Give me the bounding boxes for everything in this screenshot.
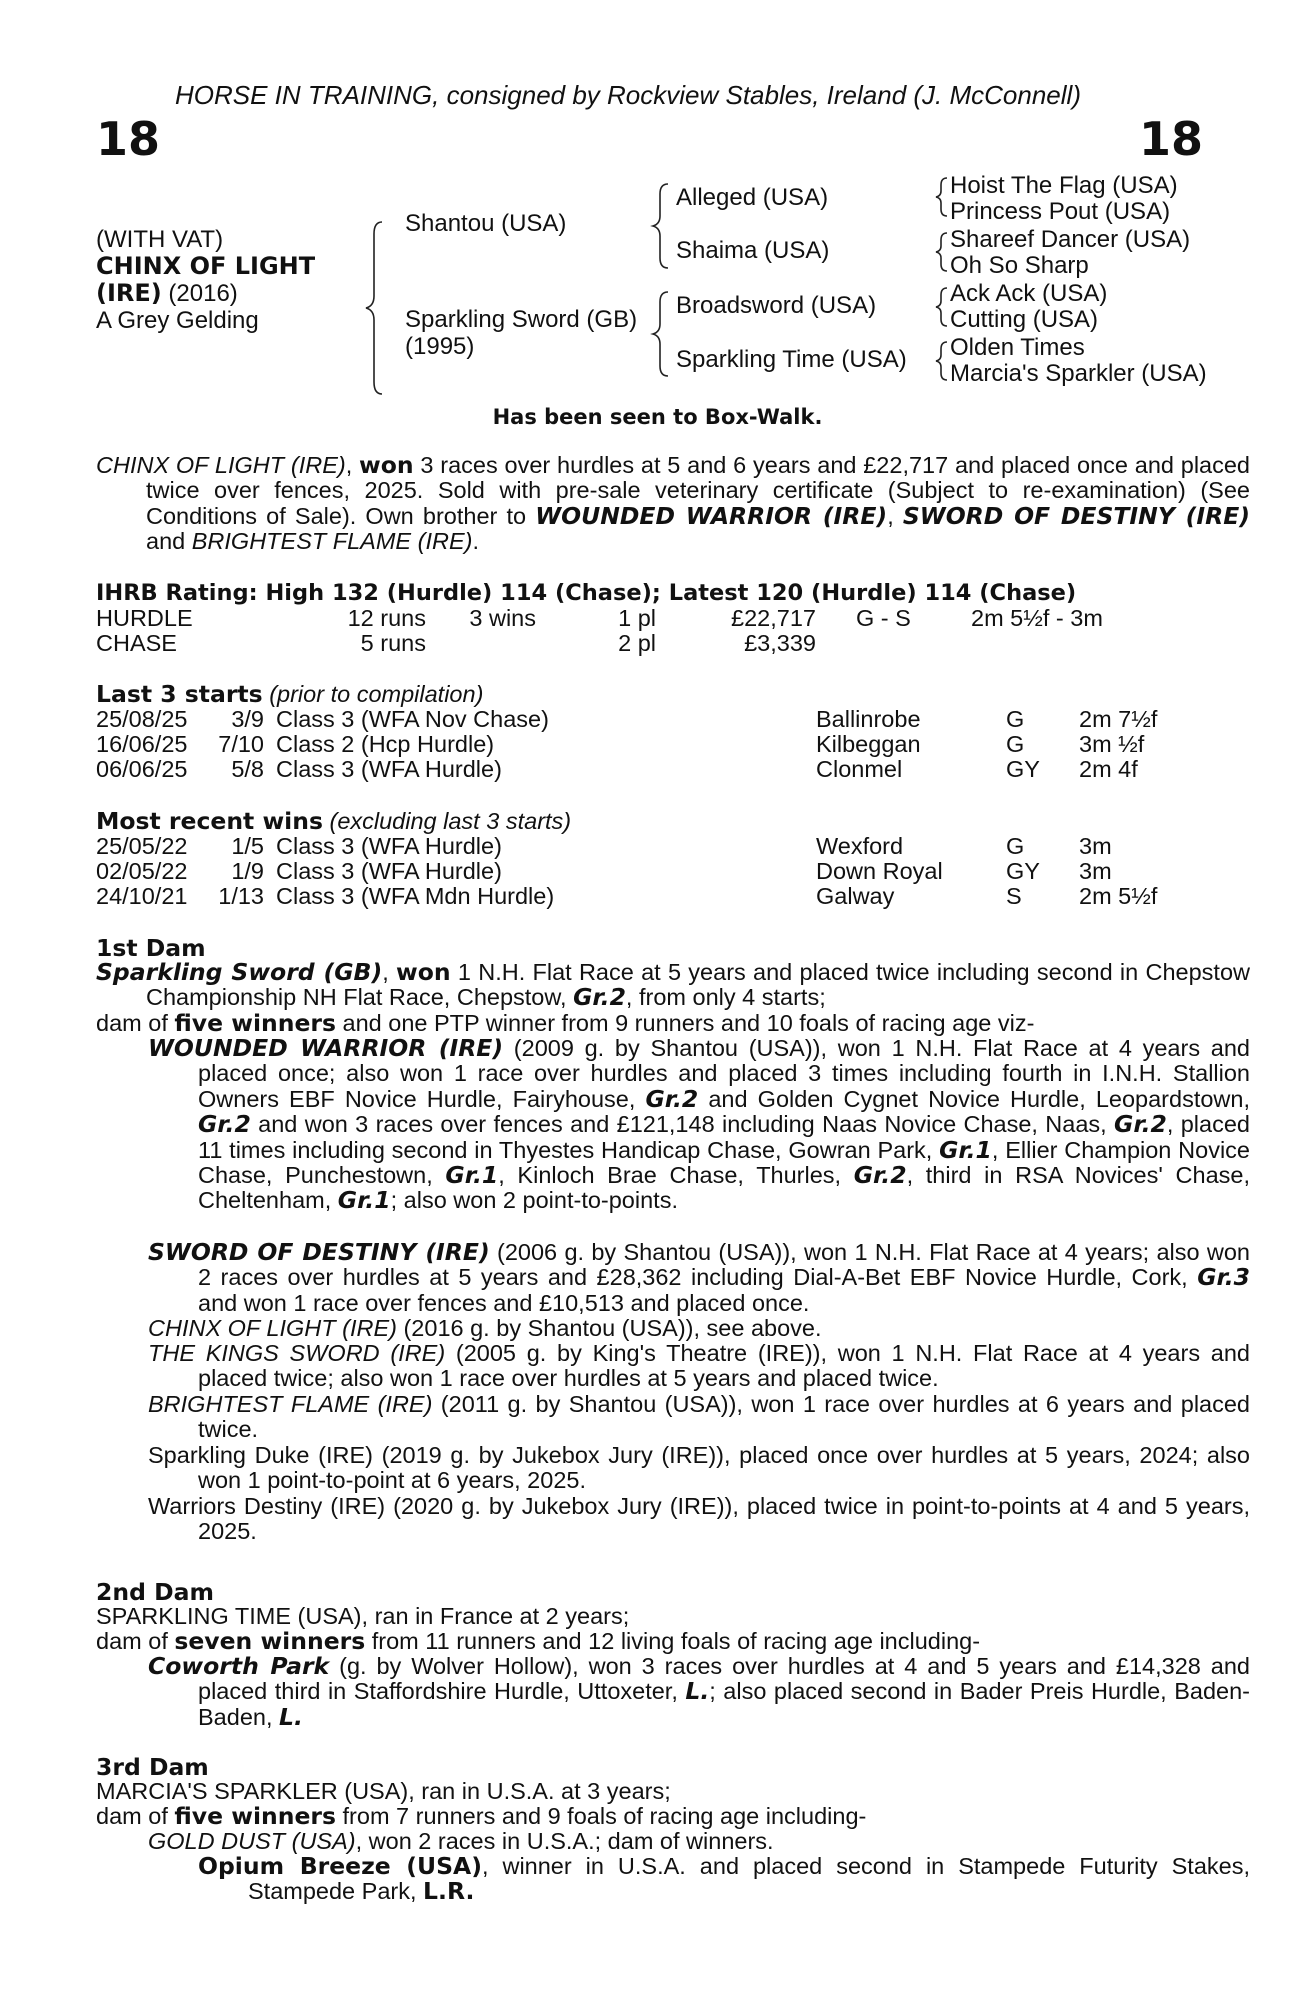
summary-won: won xyxy=(359,451,414,479)
horse-name: CHINX OF LIGHT xyxy=(96,252,316,280)
start-row xyxy=(96,883,1200,909)
start-race: Class 3 (WFA Hurdle) xyxy=(276,833,502,859)
second-dam-progeny-name: Coworth Park xyxy=(148,1652,330,1680)
progeny-text: (g. by Wolver Hollow), won 3 races over hurdles at 4 and 5 years and £14,328 and placed third in Staffordshire Hurdle, Uttoxeter, xyxy=(198,1653,1250,1705)
start-race: Class 2 (Hcp Hurdle) xyxy=(276,731,495,757)
rating-row xyxy=(96,630,1200,656)
pedigree-dam-dam: Sparkling Time (USA) xyxy=(676,346,907,373)
progeny-entry xyxy=(148,1316,1250,1341)
start-date: 24/10/21 xyxy=(96,883,188,909)
start-pos: 1/9 xyxy=(231,858,264,884)
pedigree-gen3-6: Cutting (USA) xyxy=(950,306,1099,333)
brace-gen3-2 xyxy=(936,233,947,271)
catalogue-header: HORSE IN TRAINING, consigned by Rockview Stables, Ireland (J. McConnell) xyxy=(175,80,1081,110)
third-dam-winners: five winners xyxy=(174,1802,336,1830)
progeny-text: (2016 g. by Shantou (USA)), see above. xyxy=(396,1315,822,1341)
progeny-text: (2019 g. by Jukebox Jury (IRE)), placed once over hurdles at 5 years, 2024; also won 1 point-to-point at 6 years, 2025. xyxy=(198,1442,1250,1494)
brace-gen3-1 xyxy=(936,178,947,216)
start-pos: 7/10 xyxy=(218,731,264,757)
pedigree-sire-dam: Shaima (USA) xyxy=(676,237,830,264)
progeny-text: and Golden Cygnet Novice Hurdle, Leopardstown, xyxy=(698,1085,1250,1112)
rating-type: CHASE xyxy=(96,630,177,656)
first-dam-name: Sparkling Sword (GB) xyxy=(96,958,383,986)
pedigree-dam-year: (1995) xyxy=(405,333,475,360)
third-dam-progeny-2-grade: L.R. xyxy=(423,1877,475,1906)
progeny-text: (2011 g. by Shantou (USA)), won 1 race over hurdles at 6 years and placed twice. xyxy=(198,1391,1250,1443)
start-distance: 3m xyxy=(1079,858,1112,884)
third-dam-progeny-1 xyxy=(148,1829,1200,1854)
start-course: Wexford xyxy=(816,833,904,859)
start-going: G xyxy=(1006,706,1025,732)
first-dam-text2: , from only 4 starts; xyxy=(625,984,826,1011)
recent-wins-heading xyxy=(96,807,571,835)
rating-wins: 3 wins xyxy=(469,605,536,631)
progeny-text: , placed 11 times including second in Thyestes Handicap Chase, Gowran Park, xyxy=(198,1111,1250,1163)
start-distance: 2m 5½f xyxy=(1079,883,1158,909)
start-date: 25/08/25 xyxy=(96,706,188,732)
start-going: S xyxy=(1006,883,1022,909)
horse-description: A Grey Gelding xyxy=(96,307,259,334)
third-dam-progeny-2 xyxy=(198,1854,1250,1905)
grade-label: Gr.2 xyxy=(198,1110,251,1139)
start-distance: 2m 4f xyxy=(1079,756,1138,782)
start-going: G xyxy=(1006,731,1025,757)
second-dam-heading: 2nd Dam xyxy=(96,1578,214,1606)
brace-gen3-3 xyxy=(936,288,947,326)
start-date: 16/06/25 xyxy=(96,731,188,757)
progeny-entry xyxy=(148,1443,1250,1494)
summary-and: and xyxy=(146,528,192,555)
rating-going: G - S xyxy=(856,605,911,631)
progeny-text: ; also won 2 point-to-points. xyxy=(390,1187,678,1214)
dam-of: dam of xyxy=(96,1803,175,1829)
start-going: GY xyxy=(1006,858,1040,884)
third-dam-line: MARCIA'S SPARKLER (USA), ran in U.S.A. at 3 years; xyxy=(96,1778,671,1804)
second-dam-produce-summary xyxy=(96,1629,1200,1654)
progeny-entry xyxy=(148,1036,1250,1214)
first-dam-text: 1 N.H. Flat Race at 5 years and placed twice including second in Chepstow Championship NH Flat Race, Chepstow, xyxy=(146,959,1250,1011)
progeny-name: WOUNDED WARRIOR (IRE) xyxy=(148,1034,504,1062)
third-dam-heading: 3rd Dam xyxy=(96,1753,209,1781)
progeny-text: (2009 g. by Shantou (USA)), won 1 N.H. Flat Race at 4 years and placed once; also won 1 race over hurdles and placed 3 times including fourth in I.N.H. Stallion Owners EBF Novice Hurdle, Fairyhouse, xyxy=(198,1035,1250,1112)
progeny-entry xyxy=(148,1494,1250,1545)
horse-country: (IRE) xyxy=(96,279,162,307)
start-date: 02/05/22 xyxy=(96,858,188,884)
progeny-text: (2006 g. by Shantou (USA)), won 1 N.H. Flat Race at 4 years; also won 2 races over hurdles at 5 years and £28,362 including Dial-A-Bet EBF Novice Hurdle, Cork, xyxy=(198,1239,1250,1291)
progeny-name: Sparkling Duke (IRE) xyxy=(148,1442,373,1468)
start-row xyxy=(96,858,1200,884)
sibling-2: SWORD OF DESTINY (IRE) xyxy=(902,501,1250,530)
start-row xyxy=(96,756,1200,782)
pedigree-gen3-5: Ack Ack (USA) xyxy=(950,280,1108,307)
pedigree-dam-sire: Broadsword (USA) xyxy=(676,292,877,319)
start-pos: 3/9 xyxy=(231,706,264,732)
summary-text: 3 races over hurdles at 5 and 6 years and £22,717 and placed once and placed twice over fences, 2025. Sold with pre-sale veterinary certificate (Subject to re-examination) (See Conditions of Sale). Own brother to xyxy=(146,452,1250,529)
box-walk-notice: Has been seen to Box-Walk. xyxy=(492,405,823,429)
start-distance: 3m ½f xyxy=(1079,731,1145,757)
pedigree-sire-sire: Alleged (USA) xyxy=(676,184,829,211)
progeny-text: (2005 g. by King's Theatre (IRE)), won 1 N.H. Flat Race at 4 years and placed twice; also won 1 race over hurdles at 5 years and placed twice. xyxy=(198,1340,1251,1392)
dam-of: dam of xyxy=(96,1010,175,1036)
first-dam-winners: five winners xyxy=(174,1009,336,1037)
grade-label: Gr.1 xyxy=(939,1135,992,1164)
third-dam-produce-text: from 7 runners and 9 foals of racing age including- xyxy=(335,1803,867,1829)
start-pos: 1/13 xyxy=(218,883,264,909)
pedigree-gen3-8: Marcia's Sparkler (USA) xyxy=(950,360,1207,387)
brace-gen1 xyxy=(366,222,382,394)
start-date: 25/05/22 xyxy=(96,833,188,859)
pedigree-gen3-3: Shareef Dancer (USA) xyxy=(950,226,1191,253)
start-course: Clonmel xyxy=(816,756,903,782)
progeny-text: (2020 g. by Jukebox Jury (IRE)), placed twice in point-to-points at 4 and 5 years, 2025. xyxy=(198,1493,1250,1545)
start-distance: 2m 7½f xyxy=(1079,706,1158,732)
progeny-entry xyxy=(148,1392,1250,1443)
summary-horse-name: CHINX OF LIGHT (IRE) xyxy=(96,452,346,478)
summary-end: . xyxy=(472,528,479,555)
rating-distance: 2m 5½f - 3m xyxy=(971,605,1103,631)
pedigree-gen3-2: Princess Pout (USA) xyxy=(950,198,1171,225)
third-dam-progeny-2-name: Opium Breeze (USA) xyxy=(198,1852,482,1880)
sibling-1: WOUNDED WARRIOR (IRE) xyxy=(535,501,888,530)
first-dam-heading: 1st Dam xyxy=(96,934,206,962)
start-row xyxy=(96,833,1200,859)
rating-prize: £3,339 xyxy=(744,630,816,656)
lot-number-right: 18 xyxy=(1138,112,1203,166)
brace-gen3-4 xyxy=(936,342,947,380)
start-race: Class 3 (WFA Hurdle) xyxy=(276,756,502,782)
second-dam-progeny xyxy=(148,1654,1250,1730)
recent-wins-title: Most recent wins xyxy=(96,807,323,835)
start-date: 06/06/25 xyxy=(96,756,188,782)
brace-gen2-bottom xyxy=(653,292,668,376)
pedigree-sire: Shantou (USA) xyxy=(405,210,567,237)
progeny-text: , Kinloch Brae Chase, Thurles, xyxy=(498,1162,854,1189)
start-course: Kilbeggan xyxy=(816,731,921,757)
pedigree-dam: Sparkling Sword (GB) xyxy=(405,306,638,333)
progeny-name: CHINX OF LIGHT (IRE) xyxy=(148,1315,397,1341)
first-dam-produce-summary xyxy=(96,1011,1200,1036)
grade-label: Gr.1 xyxy=(337,1186,391,1215)
start-course: Galway xyxy=(816,883,895,909)
rating-type: HURDLE xyxy=(96,605,193,631)
first-dam-won: won xyxy=(396,958,451,986)
third-dam-progeny-1-text: , won 2 races in U.S.A.; dam of winners. xyxy=(355,1828,774,1854)
first-dam-grade: Gr.2 xyxy=(573,983,626,1012)
progeny-name: Warriors Destiny (IRE) xyxy=(148,1493,386,1519)
first-dam-paragraph: Sparkling Sword (GB), won 1 N.H. Flat Race at 5 years and placed twice including second in Chepstow Championship NH Flat Race, Chepstow, Gr.2, from only 4 starts; xyxy=(96,958,1250,1012)
start-pos: 5/8 xyxy=(231,756,264,782)
start-course: Ballinrobe xyxy=(816,706,921,732)
start-course: Down Royal xyxy=(816,858,943,884)
grade-label: Gr.2 xyxy=(853,1161,907,1190)
second-dam-line: SPARKLING TIME (USA), ran in France at 2 years; xyxy=(96,1603,630,1629)
progeny-name: BRIGHTEST FLAME (IRE) xyxy=(148,1391,433,1417)
progeny-text: ; also placed second in Bader Preis Hurdle, Baden-Baden, xyxy=(198,1678,1250,1730)
start-race: Class 3 (WFA Nov Chase) xyxy=(276,706,549,732)
rating-runs: 5 runs xyxy=(360,630,426,656)
start-going: G xyxy=(1006,833,1025,859)
second-dam-produce-text: from 11 runners and 12 living foals of racing age including- xyxy=(365,1628,981,1654)
last-starts-subtitle: (prior to compilation) xyxy=(269,681,484,707)
start-going: GY xyxy=(1006,756,1040,782)
recent-wins-subtitle: (excluding last 3 starts) xyxy=(329,808,572,834)
pedigree-gen3-7: Olden Times xyxy=(950,334,1085,361)
grade-label: Gr.3 xyxy=(1197,1263,1250,1292)
grade-label: Gr.2 xyxy=(645,1084,699,1113)
progeny-entry xyxy=(148,1240,1250,1316)
rating-prize: £22,717 xyxy=(731,605,816,631)
vat-label: (WITH VAT) xyxy=(96,226,224,253)
second-dam-winners: seven winners xyxy=(174,1627,366,1655)
grade-label: Gr.2 xyxy=(1114,1110,1167,1139)
progeny-name: SWORD OF DESTINY (IRE) xyxy=(148,1238,490,1266)
start-race: Class 3 (WFA Mdn Hurdle) xyxy=(276,883,555,909)
sibling-3: BRIGHTEST FLAME (IRE) xyxy=(191,528,473,555)
start-race: Class 3 (WFA Hurdle) xyxy=(276,858,502,884)
third-dam-progeny-1-name: GOLD DUST (USA) xyxy=(148,1828,356,1854)
rating-runs: 12 runs xyxy=(347,605,426,631)
brace-gen2-top xyxy=(653,184,668,268)
pedigree-gen3-4: Oh So Sharp xyxy=(950,252,1089,279)
rating-placed: 1 pl xyxy=(618,605,656,631)
progeny-text: , Ellier Champion Novice Chase, Punchestown, xyxy=(198,1136,1250,1189)
start-pos: 1/5 xyxy=(231,833,264,859)
progeny-text: and won 3 races over fences and £121,148 including Naas Novice Chase, Naas, xyxy=(250,1111,1115,1138)
ihrb-rating: IHRB Rating: High 132 (Hurdle) 114 (Chase); Latest 120 (Hurdle) 114 (Chase) xyxy=(96,580,1077,606)
summary-paragraph: CHINX OF LIGHT (IRE), won 3 races over hurdles at 5 and 6 years and £22,717 and placed once and placed twice over fences, 2025. Sold with pre-sale veterinary certificate (Subject to re-examination) (See Conditions of Sale). Own brother to WOUNDED WARRIOR (IRE), SWORD OF DESTINY (IRE) and BRIGHTEST FLAME (IRE). xyxy=(96,451,1250,555)
start-distance: 3m xyxy=(1079,833,1112,859)
progeny-name: THE KINGS SWORD (IRE) xyxy=(148,1340,446,1366)
last-starts-title: Last 3 starts xyxy=(96,680,263,708)
horse-year: (2016) xyxy=(168,280,238,307)
rating-row xyxy=(96,605,1200,631)
first-dam-produce-text: and one PTP winner from 9 runners and 10 foals of racing age viz- xyxy=(335,1010,1035,1036)
start-row xyxy=(96,706,1200,732)
start-row xyxy=(96,731,1200,757)
pedigree-gen3-1: Hoist The Flag (USA) xyxy=(950,172,1178,199)
rating-placed: 2 pl xyxy=(618,630,656,656)
lot-number-left: 18 xyxy=(96,112,161,166)
dam-of: dam of xyxy=(96,1628,175,1654)
summary-comma: , xyxy=(887,502,894,529)
third-dam-produce-summary xyxy=(96,1804,1200,1829)
third-dam-progeny-2-text: , winner in U.S.A. and placed second in Stampede Futurity Stakes, Stampede Park, xyxy=(248,1853,1250,1905)
progeny-text: , third in RSA Novices' Chase, Cheltenham, xyxy=(198,1162,1250,1214)
grade-label: Gr.1 xyxy=(445,1161,499,1190)
last-starts-heading xyxy=(96,680,483,708)
grade-label: L. xyxy=(279,1702,303,1731)
grade-label: L. xyxy=(685,1677,710,1706)
progeny-entry xyxy=(148,1341,1250,1392)
progeny-text: and won 1 race over fences and £10,513 and placed once. xyxy=(198,1289,810,1316)
